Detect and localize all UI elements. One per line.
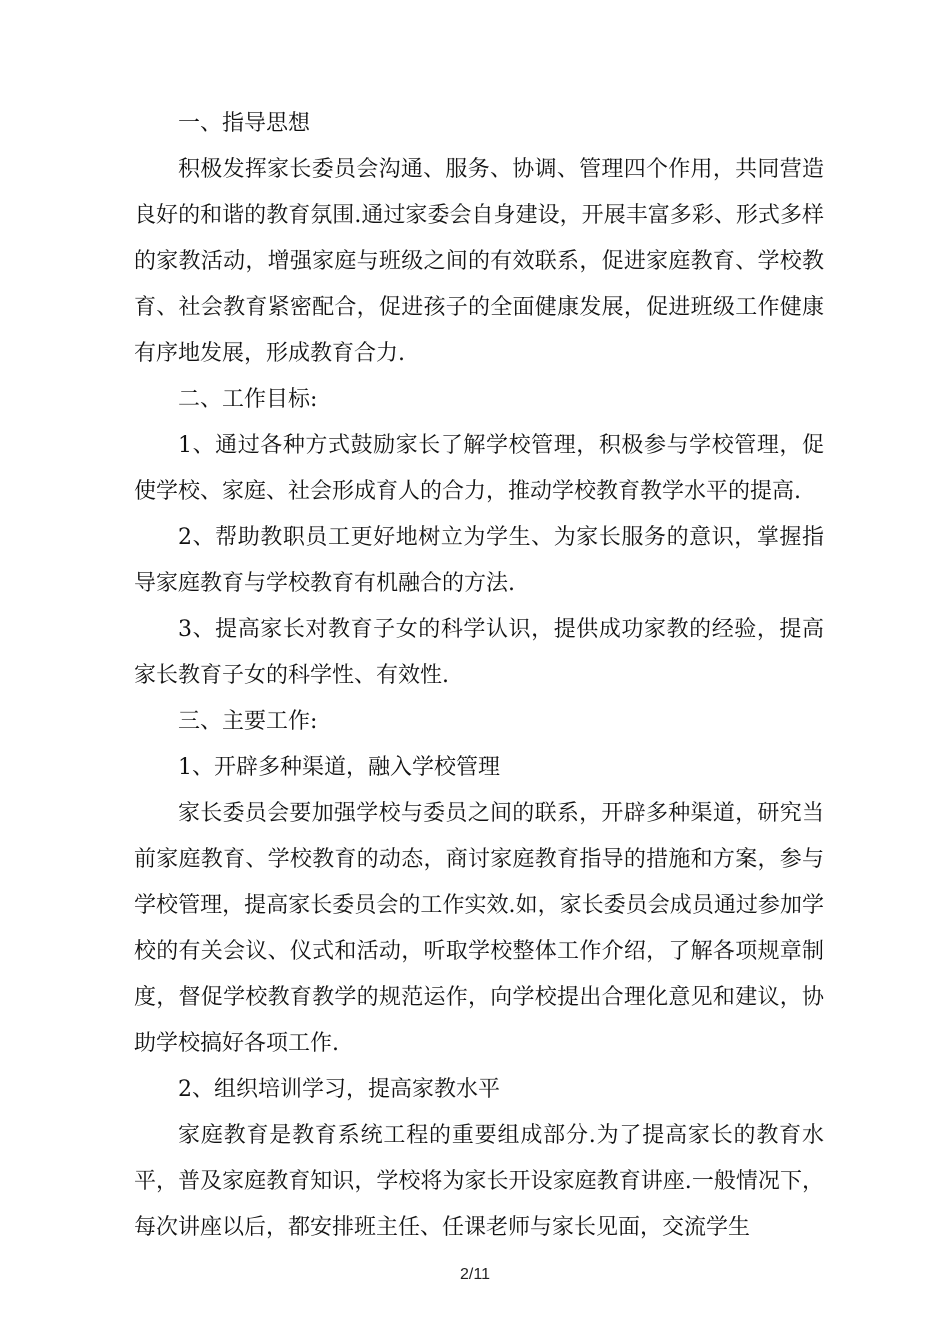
heading-main-work: 三、主要工作:	[178, 709, 318, 734]
paragraph-training: 家庭教育是教育系统工程的重要组成部分.为了提高家长的教育水平，普及家庭教育知识，学校将为家长开设家庭教育讲座.一般情况下，每次讲座以后，都安排班主任、任课老师与家长见面，交流学生	[134, 1123, 824, 1240]
document-body	[134, 101, 824, 1251]
page-number: 2/11	[460, 1266, 490, 1283]
paragraph-goal-3: 3、提高家长对教育子女的科学认识，提供成功家教的经验，提高家长教育子女的科学性、有效性.	[134, 617, 824, 688]
paragraph-goal-2: 2、帮助教职员工更好地树立为学生、为家长服务的意识，掌握指导家庭教育与学校教育有机融合的方法.	[134, 525, 824, 596]
paragraph-guiding-ideology: 积极发挥家长委员会沟通、服务、协调、管理四个作用，共同营造良好的和谐的教育氛围.通过家委会自身建设，开展丰富多彩、形式多样的家教活动，增强家庭与班级之间的有效联系，促进家庭教育、学校教育、社会教育紧密配合，促进孩子的全面健康发展，促进班级工作健康有序地发展，形成教育合力.	[134, 157, 824, 366]
heading-guiding-ideology: 一、指导思想	[178, 111, 311, 136]
paragraph-goal-1: 1、通过各种方式鼓励家长了解学校管理，积极参与学校管理，促使学校、家庭、社会形成育人的合力，推动学校教育教学水平的提高.	[134, 433, 824, 504]
subheading-channels: 1、开辟多种渠道，融入学校管理	[178, 755, 500, 780]
subheading-training: 2、组织培训学习，提高家教水平	[178, 1077, 500, 1102]
heading-work-goals: 二、工作目标:	[178, 387, 318, 412]
paragraph-channels: 家长委员会要加强学校与委员之间的联系，开辟多种渠道，研究当前家庭教育、学校教育的动态，商讨家庭教育指导的措施和方案，参与学校管理，提高家长委员会的工作实效.如，家长委员会成员通过参加学校的有关会议、仪式和活动，听取学校整体工作介绍，了解各项规章制度，督促学校教育教学的规范运作，向学校提出合理化意见和建议，协助学校搞好各项工作.	[134, 801, 824, 1056]
